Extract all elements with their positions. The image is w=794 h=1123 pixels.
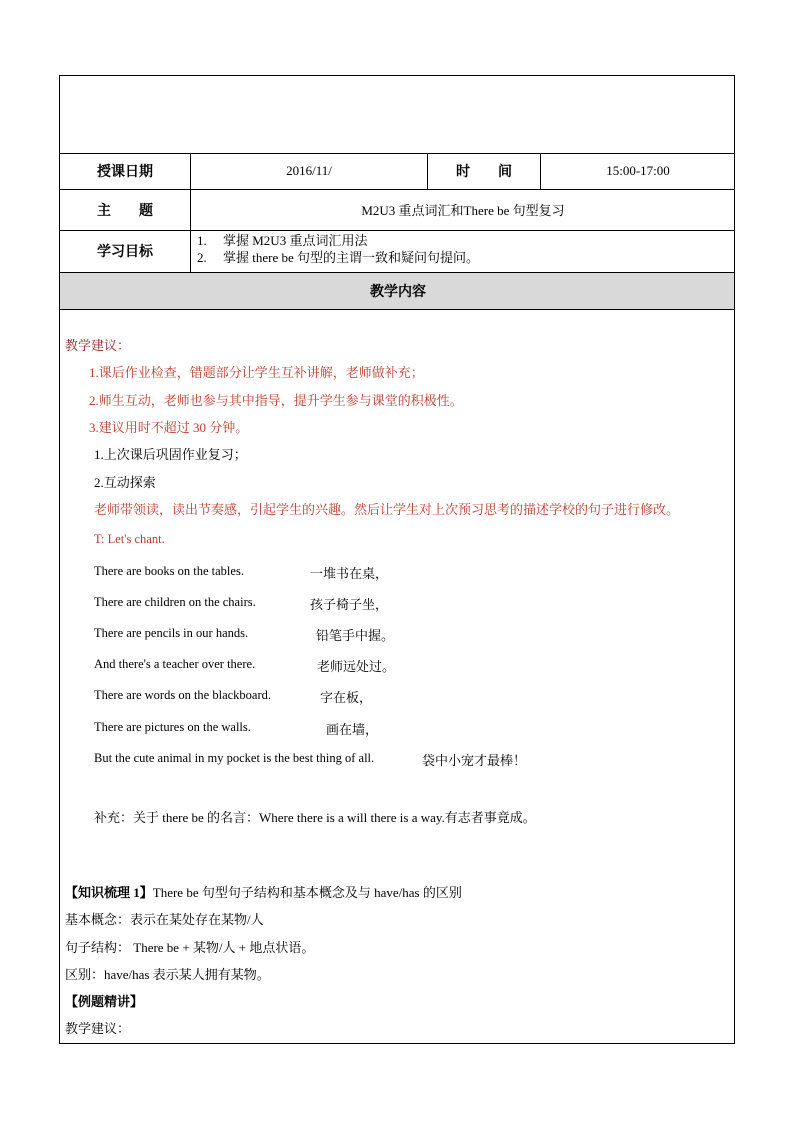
chant-line-en: And there's a teacher over there. bbox=[94, 657, 256, 671]
example-heading: 【例题精讲】 bbox=[65, 994, 144, 1009]
suggestion-point: 1.课后作业检查，错题部分让学生互补讲解，老师做补充； bbox=[89, 365, 424, 380]
chant-line-cn: 老师远处过。 bbox=[317, 659, 396, 674]
chant-line-en: There are books on the tables. bbox=[94, 564, 244, 578]
chant-line-cn: 字在板， bbox=[320, 690, 373, 705]
suggestion-point: 3.建议用时不超过 30 分钟。 bbox=[89, 420, 249, 435]
chant-line-cn: 铅笔手中握。 bbox=[316, 628, 395, 643]
topic-value: M2U3 重点词汇和There be 句型复习 bbox=[361, 203, 565, 218]
chant-line-en: There are words on the blackboard. bbox=[94, 688, 272, 702]
final-suggestion: 教学建议： bbox=[65, 1021, 131, 1036]
basic-concept: 基本概念：表示在某处存在某物/人 bbox=[65, 912, 264, 927]
goal-item: 1. 掌握 M2U3 重点词汇用法 bbox=[197, 233, 368, 248]
goal-item: 2. 掌握 there be 句型的主谓一致和疑问句提问。 bbox=[197, 250, 480, 265]
date-value: 2016/11/ bbox=[286, 163, 332, 178]
chant-line-cn: 孩子椅子坐， bbox=[310, 597, 389, 612]
chant-line-en: There are children on the chairs. bbox=[94, 595, 256, 609]
goals-list bbox=[197, 232, 479, 266]
time-label: 时 间 bbox=[456, 165, 512, 180]
chant-line-cn: 一堆书在桌， bbox=[310, 566, 389, 581]
chant-line-en: There are pencils in our hands. bbox=[94, 626, 249, 640]
chant-line-en: There are pictures on the walls. bbox=[94, 720, 251, 734]
step-item: 1.上次课后巩固作业复习； bbox=[94, 447, 247, 462]
suggestion-point: 2.师生互动，老师也参与其中指导，提升学生参与课堂的积极性。 bbox=[89, 393, 463, 408]
supplement-text: 补充：关于 there be 的名言：Where there is a will there is a way.有志者事竟成。 bbox=[94, 810, 536, 825]
date-label: 授课日期 bbox=[97, 165, 153, 180]
chant-line-cn: 画在墙， bbox=[326, 722, 379, 737]
chant-line-en: But the cute animal in my pocket is the best thing of all. bbox=[94, 751, 375, 765]
chant-title: T: Let's chant. bbox=[94, 532, 165, 546]
section-header: 教学内容 bbox=[370, 285, 426, 300]
step-item: 2.互动探索 bbox=[94, 475, 156, 490]
time-value: 15:00-17:00 bbox=[606, 163, 670, 178]
teaching-suggestion-title: 教学建议： bbox=[65, 338, 131, 353]
chant-line-cn: 袋中小宠才最棒！ bbox=[422, 753, 527, 768]
difference-text: 区别：have/has 表示某人拥有某物。 bbox=[65, 967, 270, 982]
knowledge-heading: 【知识梳理 1】There be 句型句子结构和基本概念及与 have/has 的区别 bbox=[65, 885, 462, 900]
row-divider bbox=[60, 309, 734, 310]
lesson-plan-table bbox=[59, 75, 735, 1044]
sentence-structure: 句子结构： There be + 某物/人 + 地点状语。 bbox=[65, 940, 315, 955]
instruction-text: 老师带领读，读出节奏感，引起学生的兴趣。然后让学生对上次预习思考的描述学校的句子进行修改。 bbox=[94, 502, 680, 517]
goals-label: 学习目标 bbox=[97, 245, 153, 260]
topic-label: 主 题 bbox=[97, 203, 153, 219]
